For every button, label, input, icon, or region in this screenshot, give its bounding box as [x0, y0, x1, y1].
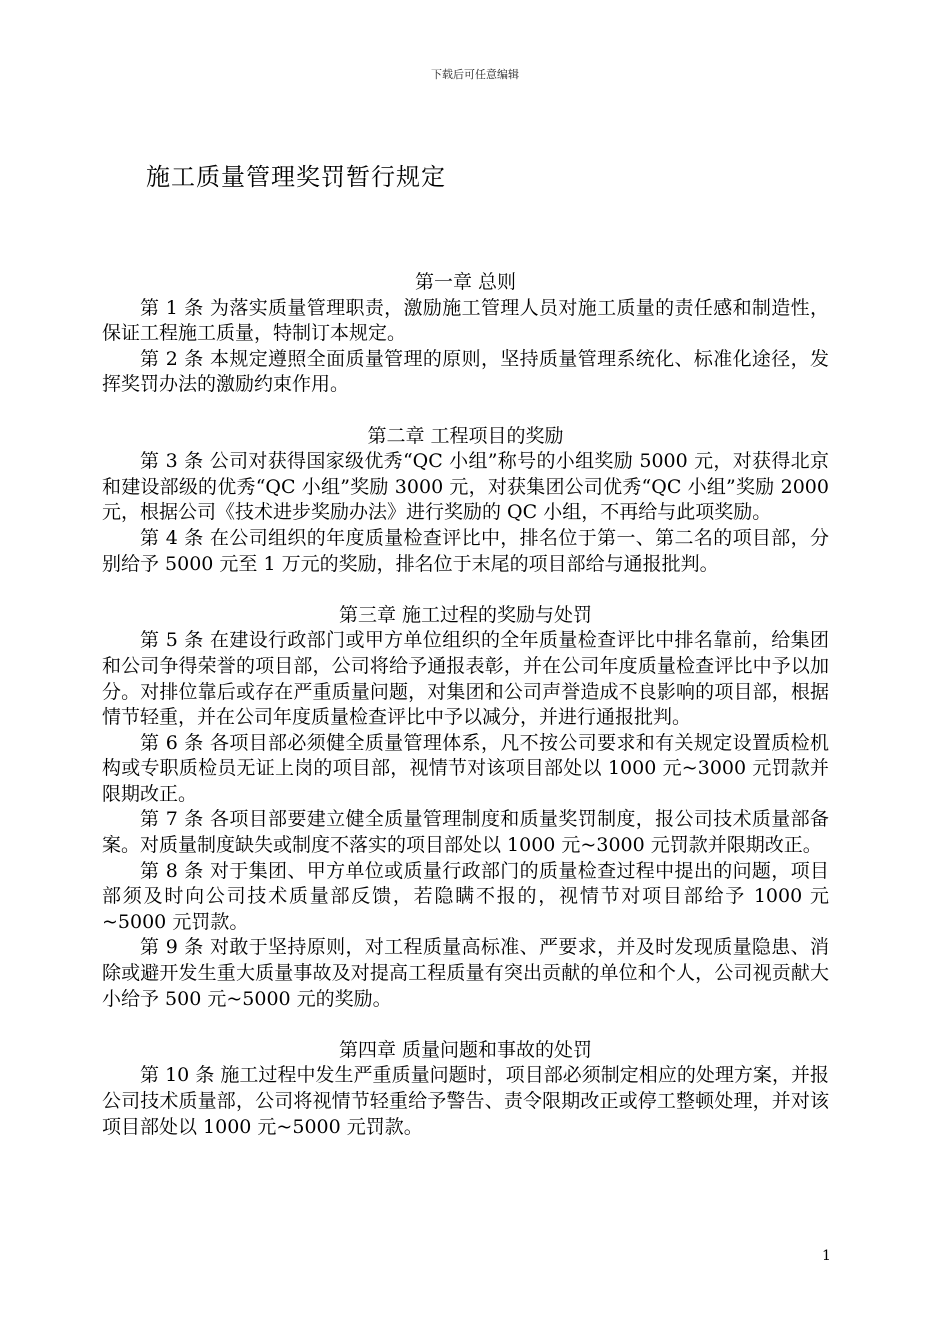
article-7: 第 7 条 各项目部要建立健全质量管理制度和质量奖罚制度，报公司技术质量部备案。对质量制度缺失或制度不落实的项目部处以 1000 元~3000 元罚款并限期改正。 — [102, 808, 829, 857]
article-10: 第 10 条 施工过程中发生严重质量问题时，项目部必须制定相应的处理方案，并报公司技术质量部，公司将视情节轻重给予警告、责令限期改正或停工整顿处理，并对该项目部处以 1000 元~5000 元罚款。 — [102, 1064, 829, 1138]
article-4: 第 4 条 在公司组织的年度质量检查评比中，排名位于第一、第二名的项目部，分别给予 5000 元至 1 万元的奖励，排名位于末尾的项目部给与通报批判。 — [102, 526, 829, 575]
chapter-heading-3: 第三章 施工过程的奖励与处罚 — [338, 603, 593, 626]
document-body — [102, 270, 829, 1140]
chapter-heading-4: 第四章 质量问题和事故的处罚 — [338, 1038, 593, 1061]
article-2: 第 2 条 本规定遵照全面质量管理的原则，坚持质量管理系统化、标准化途径，发挥奖罚办法的激励约束作用。 — [102, 347, 829, 396]
page-number: 1 — [822, 1248, 831, 1264]
article-6: 第 6 条 各项目部必须健全质量管理体系，凡不按公司要求和有关规定设置质检机构或专职质检员无证上岗的项目部，视情节对该项目部处以 1000 元~3000 元罚款并限期改正。 — [102, 731, 829, 805]
article-5: 第 5 条 在建设行政部门或甲方单位组织的全年质量检查评比中排名靠前，给集团和公司争得荣誉的项目部，公司将给予通报表彰，并在公司年度质量检查评比中予以加分。对排位靠后或存在严重质量问题，对集团和公司声誉造成不良影响的项目部，根据情节轻重，并在公司年度质量检查评比中予以减分，并进行通报批判。 — [102, 629, 829, 729]
chapter-heading-1: 第一章 总则 — [414, 271, 517, 293]
chapter-heading-2: 第二章 工程项目的奖励 — [367, 424, 564, 447]
article-9: 第 9 条 对敢于坚持原则，对工程质量高标准、严要求，并及时发现质量隐患、消除或避开发生重大质量事故及对提高工程质量有突出贡献的单位和个人，公司视贡献大小给予 500 元~5000 元的奖励。 — [102, 936, 829, 1010]
document-title: 施工质量管理奖罚暂行规定 — [146, 163, 446, 191]
article-8: 第 8 条 对于集团、甲方单位或质量行政部门的质量检查过程中提出的问题，项目部须及时向公司技术质量部反馈，若隐瞒不报的，视情节对项目部给予 1000 元~5000 元罚款。 — [102, 859, 829, 933]
article-3: 第 3 条 公司对获得国家级优秀“QC 小组”称号的小组奖励 5000 元，对获得北京和建设部级的优秀“QC 小组”奖励 3000 元，对获集团公司优秀“QC 小组”奖励 2000 元，根据公司《技术进步奖励办法》进行奖励的 QC 小组，不再给与此项奖励。 — [102, 450, 829, 524]
header-note: 下载后可任意编辑 — [431, 68, 519, 81]
article-1: 第 1 条 为落实质量管理职责，激励施工管理人员对施工质量的责任感和制造性，保证工程施工质量，特制订本规定。 — [102, 296, 829, 345]
